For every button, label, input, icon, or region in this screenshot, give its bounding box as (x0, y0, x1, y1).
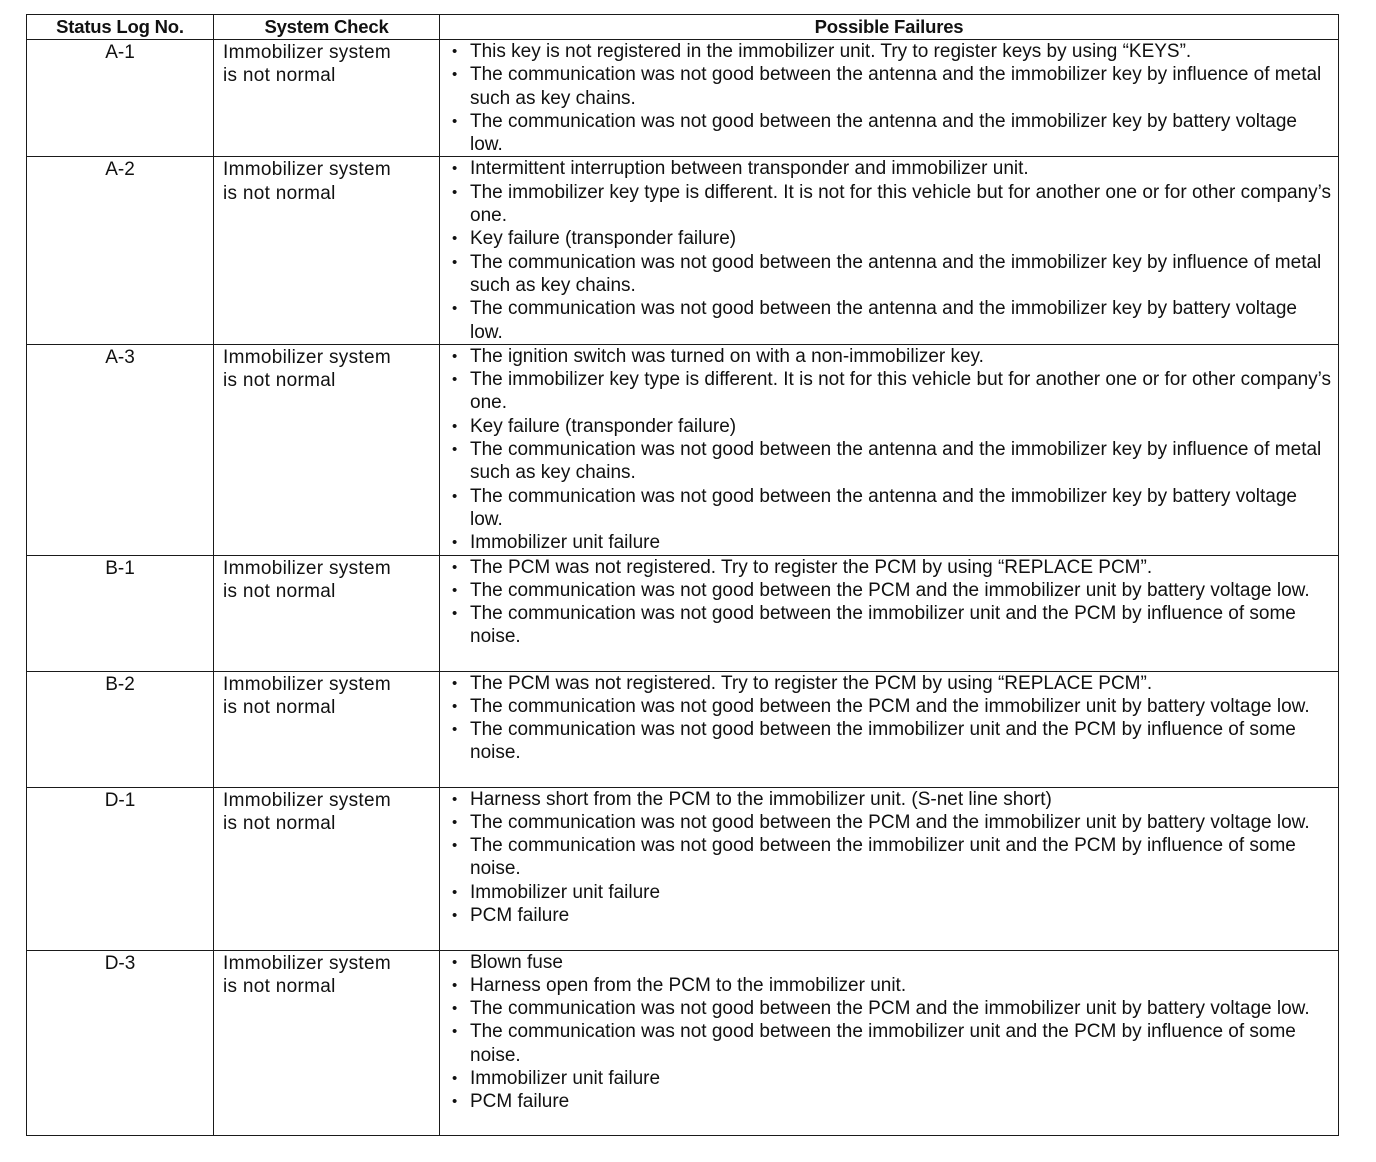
failure-item (450, 1020, 1332, 1067)
bullet-icon: • (452, 1023, 458, 1041)
bullet-icon: • (452, 112, 458, 130)
status-log-no: A-3 (105, 346, 135, 368)
bullet-icon: • (452, 581, 458, 599)
status-log-table (26, 14, 1339, 1136)
status-log-no-cell (27, 157, 214, 344)
failure-list (450, 788, 1332, 928)
failure-list (450, 672, 1332, 765)
failure-item (450, 579, 1332, 602)
bullet-icon: • (452, 487, 458, 505)
failure-list (450, 157, 1332, 343)
possible-failures-cell (440, 555, 1339, 671)
failure-text: The immobilizer key type is different. It is not for this vehicle but for another one or for other company’s one. (470, 181, 1332, 227)
bullet-icon: • (452, 347, 458, 365)
failure-text: Blown fuse (470, 951, 563, 973)
header-row (27, 15, 1339, 40)
failure-item (450, 63, 1332, 110)
failure-item (450, 672, 1332, 695)
failure-text: The communication was not good between the PCM and the immobilizer unit by battery voltage low. (470, 998, 1310, 1020)
bullet-icon: • (452, 790, 458, 808)
bullet-icon: • (452, 953, 458, 971)
system-check-cell (214, 157, 440, 344)
failure-item (450, 251, 1332, 298)
failure-text: Immobilizer unit failure (470, 1068, 661, 1090)
table-row (27, 671, 1339, 787)
system-check-cell (214, 950, 440, 1135)
failure-item (450, 1090, 1332, 1113)
failure-text: Intermittent interruption between transponder and immobilizer unit. (470, 158, 1029, 180)
system-check-cell (214, 40, 440, 157)
failure-item (450, 368, 1332, 415)
failure-item (450, 904, 1332, 927)
system-check-cell (214, 787, 440, 950)
failure-item (450, 834, 1332, 881)
failure-text: The communication was not good between the antenna and the immobilizer key by influence of metal such as key chains. (470, 439, 1322, 484)
status-log-no: A-1 (105, 42, 135, 63)
failure-text: This key is not registered in the immobilizer unit. Try to register keys by using “KEYS”. (470, 41, 1192, 62)
failure-text: The PCM was not registered. Try to register the PCM by using “REPLACE PCM”. (470, 672, 1153, 694)
status-log-no: B-1 (105, 557, 135, 579)
possible-failures-cell (440, 950, 1339, 1135)
failure-list (450, 556, 1332, 649)
system-check-text: is not normal (223, 812, 336, 834)
status-log-no-cell (27, 40, 214, 157)
failure-item (450, 40, 1332, 63)
system-check-text: is not normal (223, 696, 336, 718)
table-row (27, 555, 1339, 671)
failure-text: The communication was not good between the antenna and the immobilizer key by influence of metal such as key chains. (470, 64, 1322, 109)
system-check-text: is not normal (223, 580, 336, 602)
failure-item (450, 811, 1332, 834)
table-header (27, 15, 1339, 40)
failure-text: The communication was not good between the PCM and the immobilizer unit by battery voltage low. (470, 811, 1310, 833)
bullet-icon: • (452, 1000, 458, 1018)
bullet-icon: • (452, 883, 458, 901)
table-body (27, 40, 1339, 1136)
bullet-icon: • (452, 558, 458, 576)
failure-item (450, 718, 1332, 765)
failure-item (450, 415, 1332, 438)
failure-item (450, 227, 1332, 250)
bullet-icon: • (452, 1070, 458, 1088)
failure-item (450, 438, 1332, 485)
failure-item (450, 110, 1332, 157)
bullet-icon: • (452, 66, 458, 84)
failure-text: Key failure (transponder failure) (470, 415, 737, 437)
bullet-icon: • (452, 605, 458, 623)
table-row (27, 157, 1339, 344)
failure-item (450, 602, 1332, 649)
failure-text: The communication was not good between the immobilizer unit and the PCM by influence of some noise. (470, 603, 1296, 648)
failure-text: PCM failure (470, 905, 570, 927)
bullet-icon: • (452, 907, 458, 925)
failure-text: PCM failure (470, 1091, 570, 1113)
bullet-icon: • (452, 300, 458, 318)
table-row (27, 950, 1339, 1135)
bullet-icon: • (452, 534, 458, 552)
bullet-icon: • (452, 441, 458, 459)
status-log-no-cell (27, 950, 214, 1135)
bullet-icon: • (452, 721, 458, 739)
bullet-icon: • (452, 417, 458, 435)
status-log-no: D-3 (104, 952, 136, 974)
possible-failures-cell (440, 671, 1339, 787)
failure-item (450, 951, 1332, 974)
failure-list (450, 345, 1332, 555)
bullet-icon: • (452, 697, 458, 715)
system-check-text: is not normal (223, 975, 336, 997)
bullet-icon: • (452, 183, 458, 201)
failure-text: The ignition switch was turned on with a non-immobilizer key. (470, 345, 984, 367)
failure-text: The communication was not good between the antenna and the immobilizer key by battery voltage low. (470, 485, 1297, 530)
possible-failures-cell (440, 787, 1339, 950)
failure-text: The communication was not good between the PCM and the immobilizer unit by battery voltage low. (470, 695, 1310, 717)
bullet-icon: • (452, 1093, 458, 1111)
system-check-text: Immobilizer system (223, 346, 391, 368)
failure-item (450, 695, 1332, 718)
bullet-icon: • (452, 160, 458, 178)
system-check-cell (214, 555, 440, 671)
table-row (27, 40, 1339, 157)
failure-item (450, 788, 1332, 811)
failure-text: The PCM was not registered. Try to register the PCM by using “REPLACE PCM”. (470, 556, 1153, 578)
status-log-no-cell (27, 344, 214, 555)
failure-text: Harness short from the PCM to the immobilizer unit. (S-net line short) (470, 788, 1052, 810)
failure-text: The communication was not good between the PCM and the immobilizer unit by battery voltage low. (470, 579, 1310, 601)
system-check-cell (214, 344, 440, 555)
bullet-icon: • (452, 837, 458, 855)
bullet-icon: • (452, 976, 458, 994)
header-status-log-no: Status Log No. (27, 15, 214, 40)
failure-item (450, 297, 1332, 344)
failure-item (450, 157, 1332, 180)
failure-text: The communication was not good between the antenna and the immobilizer key by battery voltage low. (470, 110, 1297, 156)
possible-failures-cell (440, 157, 1339, 344)
table-row (27, 344, 1339, 555)
failure-text: The communication was not good between the immobilizer unit and the PCM by influence of some noise. (470, 719, 1296, 764)
failure-text: The communication was not good between the antenna and the immobilizer key by battery voltage low. (470, 298, 1297, 343)
bullet-icon: • (452, 230, 458, 248)
failure-list (450, 40, 1332, 156)
possible-failures-cell (440, 344, 1339, 555)
failure-item (450, 345, 1332, 368)
system-check-text: is not normal (223, 370, 336, 392)
failure-text: Harness open from the PCM to the immobilizer unit. (470, 974, 907, 996)
bullet-icon: • (452, 43, 458, 60)
failure-item (450, 556, 1332, 579)
system-check-text: Immobilizer system (223, 952, 391, 974)
status-log-no: A-2 (105, 159, 135, 181)
system-check-text: Immobilizer system (223, 159, 391, 181)
bullet-icon: • (452, 371, 458, 389)
header-system-check: System Check (214, 15, 440, 40)
system-check-text: is not normal (223, 65, 336, 87)
failure-text: Immobilizer unit failure (470, 532, 661, 554)
status-log-no: B-2 (105, 673, 135, 695)
failure-item (450, 181, 1332, 228)
system-check-text: Immobilizer system (223, 673, 391, 695)
status-log-no: D-1 (104, 789, 136, 811)
status-log-no-cell (27, 671, 214, 787)
header-possible-failures: Possible Failures (440, 15, 1339, 40)
failure-text: The communication was not good between the antenna and the immobilizer key by influence of metal such as key chains. (470, 251, 1322, 296)
failure-item (450, 1067, 1332, 1090)
failure-text: The communication was not good between the immobilizer unit and the PCM by influence of some noise. (470, 835, 1296, 880)
failure-text: The communication was not good between the immobilizer unit and the PCM by influence of some noise. (470, 1021, 1296, 1066)
system-check-text: Immobilizer system (223, 42, 391, 63)
failure-item (450, 974, 1332, 997)
bullet-icon: • (452, 253, 458, 271)
bullet-icon: • (452, 674, 458, 692)
failure-list (450, 951, 1332, 1114)
status-log-no-cell (27, 555, 214, 671)
failure-text: Key failure (transponder failure) (470, 228, 737, 250)
failure-item (450, 881, 1332, 904)
possible-failures-cell (440, 40, 1339, 157)
system-check-text: Immobilizer system (223, 789, 391, 811)
failure-text: Immobilizer unit failure (470, 881, 661, 903)
system-check-cell (214, 671, 440, 787)
failure-text: The immobilizer key type is different. It is not for this vehicle but for another one or for other company’s one. (470, 369, 1332, 414)
table-row (27, 787, 1339, 950)
system-check-text: is not normal (223, 182, 336, 204)
bullet-icon: • (452, 813, 458, 831)
failure-item (450, 997, 1332, 1020)
status-log-no-cell (27, 787, 214, 950)
failure-item (450, 531, 1332, 554)
system-check-text: Immobilizer system (223, 557, 391, 579)
failure-item (450, 485, 1332, 532)
